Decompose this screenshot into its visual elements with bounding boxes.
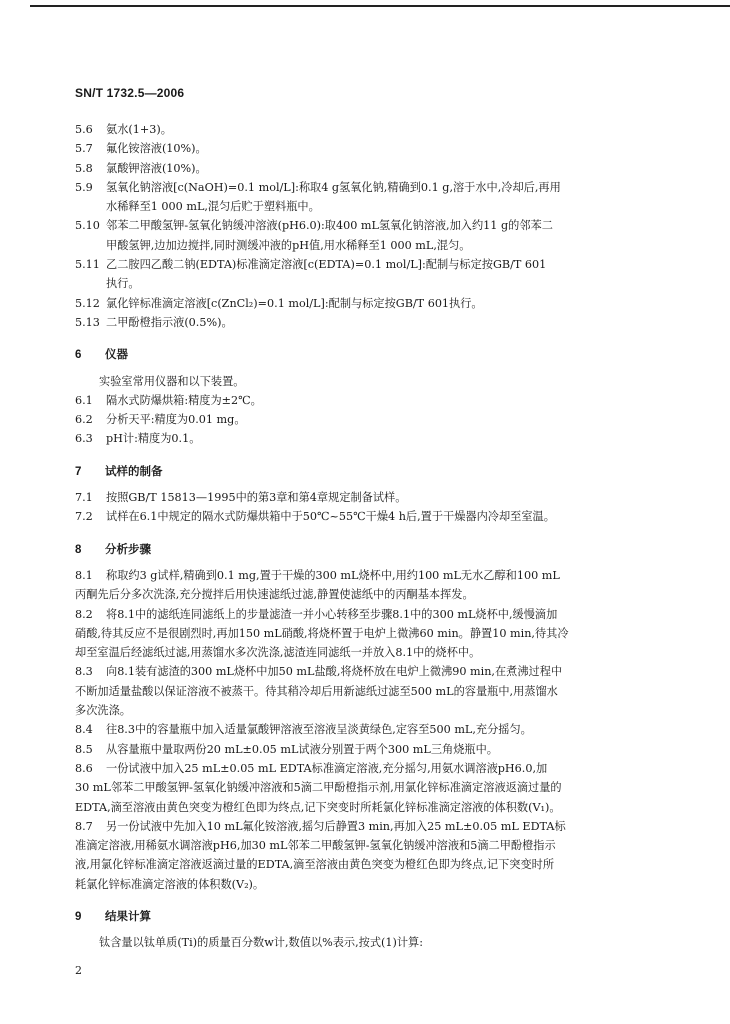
clause-number: 6.1 (75, 393, 93, 407)
reagent-item (75, 236, 665, 255)
procedure-step-line (75, 798, 665, 817)
section-7-heading: 7 试样的制备 (75, 465, 163, 478)
clause-text: pH计:精度为0.1。 (106, 432, 201, 446)
step-text: 多次洗涤。 (75, 704, 131, 718)
step-text: 一份试液中加入25 mL±0.05 mL EDTA标准滴定溶液,充分摇匀,用氨水调溶液pH6.0,加 (106, 761, 548, 775)
procedure-step-line (75, 662, 665, 681)
clause-text: 分析天平:精度为0.01 mg。 (106, 413, 246, 427)
step-text: 往8.3中的容量瓶中加入适量氯酸钾溶液至溶液呈淡黄绿色,定容至500 mL,充分摇匀。 (106, 723, 532, 737)
step-number: 8.2 (75, 607, 93, 621)
procedure-step-line (75, 720, 665, 739)
clause-text: 邻苯二甲酸氢钾-氢氧化钠缓冲溶液(pH6.0):取400 mL氢氧化钠溶液,加入约11 g的邻苯二 (106, 219, 553, 233)
reagent-item (75, 197, 665, 216)
clause-text: 试样在6.1中规定的隔水式防爆烘箱中于50℃~55℃干燥4 h后,置于干燥器内冷却至室温。 (106, 510, 555, 524)
step-number: 8.3 (75, 665, 93, 679)
step-text: 30 mL邻苯二甲酸氢钾-氢氧化钠缓冲溶液和5滴二甲酚橙指示剂,用氯化锌标准滴定溶液返滴过量的 (75, 781, 562, 795)
clause-number: 7.1 (75, 491, 93, 505)
step-number: 8.7 (75, 819, 93, 833)
clause-number: 6.2 (75, 413, 93, 427)
clause-number: 5.9 (75, 180, 93, 194)
preparation-item (75, 507, 665, 526)
clause-text: 氯化锌标准滴定溶液[c(ZnCl₂)=0.1 mol/L]:配制与标定按GB/T 601执行。 (106, 296, 483, 310)
section-6-intro: 实验室常用仪器和以下装置。 (99, 374, 245, 388)
step-text: 另一份试液中先加入10 mL氟化铵溶液,摇匀后静置3 min,再加入25 mL±0.05 mL EDTA标 (106, 819, 566, 833)
step-text: 耗氯化锌标准滴定溶液的体积数(V₂)。 (75, 877, 265, 891)
step-text: 液,用氯化锌标准滴定溶液返滴过量的EDTA,滴至溶液由黄色突变为橙红色即为终点,记下突变时所 (75, 858, 555, 872)
step-text: 从容量瓶中量取两份20 mL±0.05 mL试液分别置于两个300 mL三角烧瓶中。 (106, 742, 498, 756)
instrument-list (75, 391, 665, 449)
clause-number: 5.12 (75, 296, 100, 310)
clause-text: 甲酸氢钾,边加边搅拌,同时测缓冲液的pH值,用水稀释至1 000 mL,混匀。 (106, 238, 471, 252)
clause-number: 5.6 (75, 123, 93, 136)
clause-text: 氨水(1+3)。 (106, 123, 172, 136)
section-9-heading: 9 结果计算 (75, 910, 151, 923)
step-text: 丙酮先后分多次洗涤,充分搅拌后用快速滤纸过滤,静置使滤纸中的丙酮基本挥发。 (75, 588, 474, 602)
reagent-item (75, 294, 665, 313)
step-text: 向8.1装有滤渣的300 mL烧杯中加50 mL盐酸,将烧杯放在电炉上微沸90 min,在煮沸过程中 (106, 665, 563, 679)
procedure-step-line (75, 682, 665, 701)
clause-text: 氯酸钾溶液(10%)。 (106, 161, 207, 175)
clause-text: 氢氧化钠溶液[c(NaOH)=0.1 mol/L]:称取4 g氢氧化钠,精确到0.1 g,溶于水中,冷却后,再用 (106, 180, 561, 194)
clause-number: 6.3 (75, 432, 93, 446)
section-8-heading: 8 分析步骤 (75, 543, 151, 556)
step-text: 将8.1中的滤纸连同滤纸上的步量滤渣一并小心转移至步骤8.1中的300 mL烧杯中,缓慢滴加 (106, 607, 558, 621)
reagent-item (75, 139, 665, 158)
procedure-step-line (75, 855, 665, 874)
preparation-list (75, 488, 665, 527)
step-text: EDTA,滴至溶液由黄色突变为橙红色即为终点,记下突变时所耗氯化锌标准滴定溶液的体积数(V₁)。 (75, 800, 561, 814)
clause-text: 水稀释至1 000 mL,混匀后贮于塑料瓶中。 (106, 200, 320, 214)
reagent-item (75, 178, 665, 197)
clause-text: 氟化铵溶液(10%)。 (106, 142, 207, 156)
step-text: 硝酸,待其反应不是很剧烈时,再加150 mL硝酸,将烧杯置于电炉上微沸60 min。静置10 min,待其冷 (75, 626, 569, 640)
clause-number: 5.13 (75, 315, 100, 329)
standard-header: SN/T 1732.5—2006 (75, 86, 185, 100)
reagent-item (75, 120, 665, 139)
procedure-steps (75, 566, 665, 894)
procedure-step-line (75, 836, 665, 855)
clause-number (75, 236, 106, 255)
procedure-step-line (75, 643, 665, 662)
preparation-item (75, 488, 665, 507)
procedure-step-line (75, 624, 665, 643)
procedure-step-line (75, 875, 665, 894)
reagent-list (75, 120, 665, 332)
instrument-item (75, 410, 665, 429)
clause-number: 5.10 (75, 219, 100, 233)
clause-text: 二甲酚橙指示液(0.5%)。 (106, 315, 233, 329)
step-number: 8.4 (75, 723, 93, 737)
reagent-item (75, 313, 665, 332)
section-6-heading: 6 仪器 (75, 349, 128, 362)
page-number: 2 (75, 964, 82, 977)
step-number: 8.6 (75, 761, 93, 775)
procedure-step-line (75, 605, 665, 624)
procedure-step-line (75, 759, 665, 778)
procedure-step-line (75, 740, 665, 759)
instrument-item (75, 429, 665, 448)
step-text: 不断加适量盐酸以保证溶液不被蒸干。待其稍冷却后用新滤纸过滤至500 mL的容量瓶中,用蒸馏水 (75, 684, 558, 698)
section-9-intro: 钛含量以钛单质(Ti)的质量百分数w计,数值以%表示,按式(1)计算: (99, 936, 424, 950)
procedure-step-line (75, 566, 665, 585)
reagent-item (75, 216, 665, 235)
step-number: 8.5 (75, 742, 93, 756)
clause-number: 7.2 (75, 510, 93, 524)
procedure-step-line (75, 817, 665, 836)
clause-text: 乙二胺四乙酸二钠(EDTA)标准滴定溶液[c(EDTA)=0.1 mol/L]:配制与标定按GB/T 601 (106, 258, 547, 272)
step-number: 8.1 (75, 568, 93, 582)
clause-text: 执行。 (106, 277, 140, 291)
clause-text: 按照GB/T 15813—1995中的第3章和第4章规定制备试样。 (106, 491, 407, 505)
step-text: 称取约3 g试样,精确到0.1 mg,置于干燥的300 mL烧杯中,用约100 mL无水乙醇和100 mL (106, 568, 560, 582)
procedure-step-line (75, 701, 665, 720)
procedure-step-line (75, 778, 665, 797)
top-rule (30, 5, 730, 7)
clause-number (75, 274, 106, 293)
instrument-item (75, 391, 665, 410)
step-text: 准滴定溶液,用稀氨水调溶液pH6,加30 mL邻苯二甲酸氢钾-氢氧化钠缓冲溶液和5滴二甲酚橙指示 (75, 839, 556, 853)
clause-number: 5.7 (75, 142, 93, 156)
clause-number: 5.11 (75, 258, 100, 272)
document-body (75, 120, 665, 953)
reagent-item (75, 255, 665, 274)
procedure-step-line (75, 585, 665, 604)
reagent-item (75, 274, 665, 293)
clause-text: 隔水式防爆烘箱:精度为±2℃。 (106, 393, 262, 407)
clause-number: 5.8 (75, 161, 93, 175)
step-text: 却至室温后经滤纸过滤,用蒸馏水多次洗涤,滤渣连同滤纸一并放入8.1中的烧杯中。 (75, 646, 481, 660)
clause-number (75, 197, 106, 216)
reagent-item (75, 159, 665, 178)
